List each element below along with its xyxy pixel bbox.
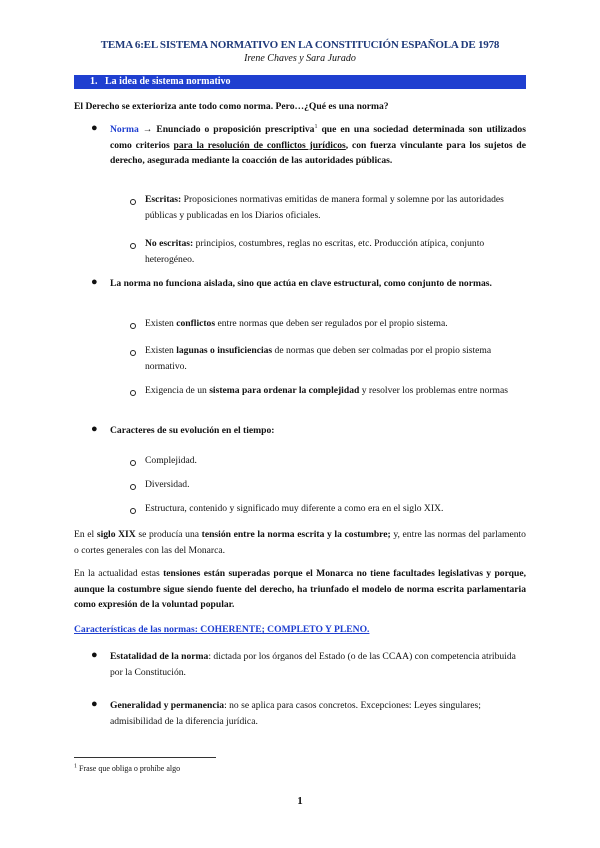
generalidad-text: : no se aplica para casos concretos. Excepciones: Leyes singulares; admisibilidad de la diferencia jurídica. [110, 700, 481, 727]
footnote [74, 764, 180, 773]
text: En el [74, 529, 97, 540]
no-escritas-label: No escritas: [145, 238, 194, 249]
norma-rest1: que en una sociedad determinada son utilizados como criterios [110, 124, 526, 151]
lagunas-item [145, 343, 526, 374]
diversidad-item: Diversidad. [145, 479, 190, 490]
escritas-label: Escritas: [145, 194, 182, 205]
bold-text: tensiones están superadas porque el Monarca no tiene facultades legislativas y porque, aunque la costumbre sigue siendo fuente del derecho, ha triunfado el modelo de norma escrita parlamentaria como expresión de la voluntad popular. [74, 568, 526, 610]
sub-bullet-circle [130, 323, 136, 329]
text: se producía una [135, 529, 202, 540]
characteristics-heading[interactable] [74, 622, 526, 638]
footnote-text: Frase que obliga o prohíbe algo [77, 764, 181, 773]
bold-text: tensión entre la norma escrita y la costumbre; [201, 529, 391, 540]
item-post: de normas que deben ser colmadas por el propio sistema normativo. [145, 345, 492, 372]
siglo-xix-paragraph [74, 527, 526, 558]
item-post: entre normas que deben ser regulados por el propio sistema. [215, 318, 448, 329]
bullet-dot: ● [91, 122, 98, 134]
actualidad-paragraph [74, 566, 526, 613]
bold-text: siglo XIX [96, 529, 136, 540]
sub-bullet-circle [130, 484, 136, 490]
item-bold: lagunas o insuficiencias [176, 345, 273, 356]
sub-bullet-circle [130, 350, 136, 356]
bullet-dot: ● [91, 649, 98, 661]
norma-def: Enunciado o proposición prescriptiva [156, 124, 315, 135]
footnote-ref[interactable]: 1 [314, 123, 318, 130]
intro-question: El Derecho se exterioriza ante todo como norma. Pero…¿Qué es una norma? [74, 101, 389, 112]
sub-bullet-circle [130, 390, 136, 396]
item-pre: Exigencia de un [145, 385, 210, 396]
norma-underlined: para la resolución de conflictos jurídicos [173, 139, 346, 151]
estatalidad-label: Estatalidad de la norma [110, 651, 209, 662]
footnote-number: 1 [74, 763, 77, 770]
bullet-dot: ● [91, 423, 98, 435]
generalidad-item [110, 698, 526, 729]
item-pre: Existen [145, 345, 177, 356]
norma-term: Norma [110, 124, 139, 135]
text: y, entre las normas del parlamento o cortes generales con las del Monarca. [74, 529, 526, 556]
characteristics-link[interactable]: Características de las normas: COHERENTE; COMPLETO Y PLENO. [74, 624, 370, 635]
text: En la actualidad estas [74, 568, 164, 579]
no-escritas-text: principios, costumbres, reglas no escritas, etc. Producción atípica, conjunto heterogéneo. [145, 238, 485, 265]
bullet-dot: ● [91, 698, 98, 710]
sub-bullet-circle [130, 243, 136, 249]
sub-bullet-circle [130, 460, 136, 466]
section-number: 1. [90, 76, 98, 87]
item-pre: Existen [145, 318, 177, 329]
estructura-item: Estructura, contenido y significado muy diferente a como era en el siglo XIX. [145, 503, 444, 514]
section-title: La idea de sistema normativo [105, 76, 231, 87]
item-bold: sistema para ordenar la complejidad [209, 385, 360, 396]
item-bold: conflictos [176, 318, 216, 329]
estatalidad-item [110, 649, 526, 680]
bullet-dot: ● [91, 276, 98, 288]
no-escritas-item [145, 236, 526, 267]
section-heading-bar [74, 75, 526, 89]
conflictos-item [145, 316, 526, 332]
norma-definition [110, 122, 526, 169]
page-number: 1 [297, 795, 303, 807]
escritas-item [145, 192, 526, 223]
arrow-icon: → [142, 124, 153, 135]
sub-bullet-circle [130, 508, 136, 514]
estatalidad-text: : dictada por los órganos del Estado (o de las CCAA) con competencia atribuida por la Constitución. [110, 651, 516, 678]
footnote-divider [74, 757, 216, 758]
document-authors: Irene Chaves y Sara Jurado [244, 53, 356, 64]
complejidad-item: Complejidad. [145, 455, 197, 466]
escritas-text: Proposiciones normativas emitidas de manera formal y solemne por las autoridades públicas y publicadas en los Diarios oficiales. [145, 194, 504, 221]
item-post: y resolver los problemas entre normas [359, 385, 508, 396]
sub-bullet-circle [130, 199, 136, 205]
complejidad-sistema-item [145, 383, 526, 399]
caracteres-evolucion: Caracteres de su evolución en el tiempo: [110, 425, 275, 436]
document-title: TEMA 6:EL SISTEMA NORMATIVO EN LA CONSTITUCIÓN ESPAÑOLA DE 1978 [100, 39, 500, 51]
norma-rest2: , con fuerza vinculante para los sujetos de derecho, asegurada mediante la coacción de las autoridades públicas. [110, 139, 527, 166]
generalidad-label: Generalidad y permanencia [110, 700, 225, 711]
norma-estructural: La norma no funciona aislada, sino que actúa en clave estructural, como conjunto de normas. [110, 278, 492, 289]
